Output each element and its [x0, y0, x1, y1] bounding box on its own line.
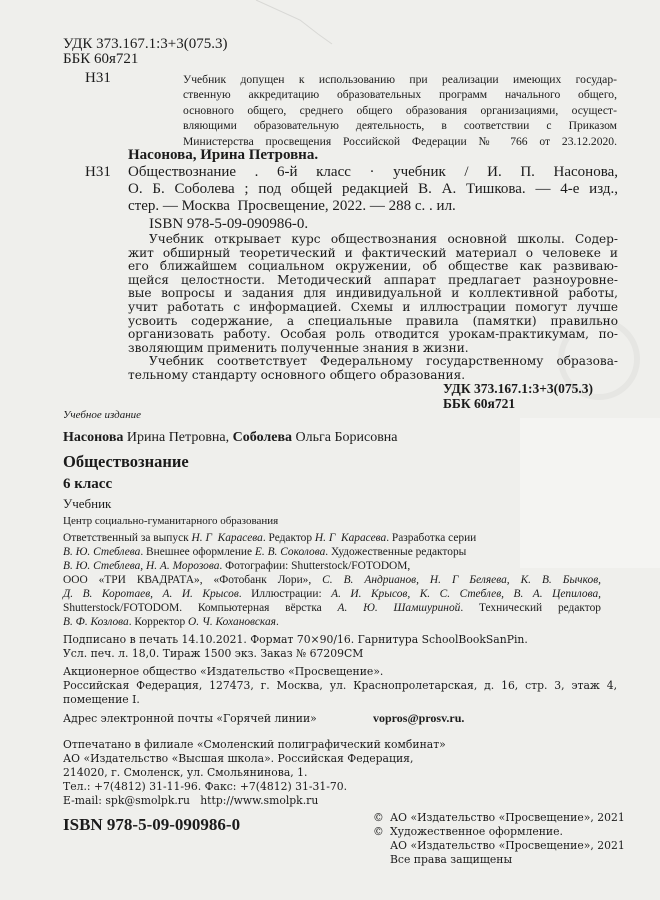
bib-line: О. Б. Соболева ; под общей редакцией В. А. Тишкова. — 4-е изд.,: [128, 181, 618, 197]
annotation-line: организовать работу. Особая роль отводится урокам-практикумам, по-: [128, 327, 618, 342]
hotline-label: Адрес электронной почты «Горячей линии»: [63, 712, 317, 725]
classification-footer: [443, 381, 593, 411]
annotation-line: тельному стандарту основного общего образования.: [128, 367, 466, 382]
approval-line: Учебник допущен к использованию при реализации имеющих государ-: [183, 73, 617, 86]
udk-code: УДК 373.167.1:3+3(075.3): [443, 381, 594, 396]
credits-line: [63, 587, 601, 601]
credit-text: Shutterstock/FOTODOM. Компьютерная вёрстка: [63, 602, 338, 614]
annotation-line: щейся целостности. Методический аппарат предлагает разноуровне-: [128, 272, 618, 287]
printer-email: E-mail: spk@smolpk.ru: [63, 794, 190, 807]
copyright-text: Все права защищены: [390, 853, 513, 866]
credit-text: Ответственный за выпуск: [63, 532, 192, 544]
classification-codes: [63, 37, 227, 67]
copyright-line: [373, 839, 625, 853]
credit-text: . Художественные редакторы: [325, 546, 467, 558]
annotation-line: его ближайшем социальном окружении, об обществе как развиваю-: [128, 259, 618, 274]
print-info-line: Подписано в печать 14.10.2021. Формат 70×90/16. Гарнитура SchoolBookSanPin.: [63, 633, 528, 646]
approval-line: вляющими образовательную деятельность, в соответствии с Приказом: [183, 119, 617, 133]
approval-line: ственную аккредитацию образовательных программ начального общего,: [183, 88, 617, 102]
bib-description: [128, 164, 618, 215]
publisher-line: помещение I.: [63, 693, 140, 706]
author-given-name: Ирина Петровна,: [123, 430, 233, 445]
credit-name: О. Ч. Кохановская: [188, 616, 276, 628]
credit-text: . Разработка серии: [386, 532, 477, 544]
print-info: [63, 633, 617, 661]
publisher-line: Российская Федерация, 127473, г. Москва, ул. Краснопролетарская, д. 16, стр. 3, этаж 4,: [63, 679, 617, 692]
annotation-line: жит обширный теоретический и фактический материал о человеке и: [128, 245, 618, 260]
bbk-code: ББК 60я721: [63, 51, 139, 67]
publisher-info: [63, 665, 617, 707]
bbk-code: ББК 60я721: [443, 396, 516, 411]
credit-name: Н. Г Карасева: [191, 532, 263, 544]
credit-name: В. Ф. Козлова: [63, 616, 129, 628]
annotation-line: учит работать с информацией. Схемы и иллюстрации помогут лучше: [128, 299, 618, 314]
udk-code: УДК 373.167.1:3+3(075.3): [63, 36, 228, 52]
credit-text: . Иллюстрации:: [238, 588, 332, 600]
bib-isbn: ISBN 978-5-09-090986-0.: [149, 216, 309, 232]
printer-url: http://www.smolpk.ru: [200, 794, 319, 807]
approval-note: [183, 72, 617, 149]
isbn: ISBN 978-5-09-090986-0: [63, 815, 241, 834]
credit-text: ООО «ТРИ КВАДРАТА», «Фотобанк Лори»,: [63, 574, 323, 586]
bib-line: Обществознание . 6-й класс · учебник / И. П. Насонова,: [128, 164, 618, 180]
annotation-line: Учебник открывает курс обществознания основной школы. Содер-: [149, 232, 618, 246]
credit-text: . Редактор: [262, 532, 315, 544]
copyright-text: Художественное оформление.: [390, 825, 563, 838]
copyright-text: АО «Издательство «Просвещение», 2021: [390, 839, 625, 852]
credits-line: [63, 601, 601, 615]
copyright-text: АО «Издательство «Просвещение», 2021: [390, 811, 625, 824]
book-grade: 6 класс: [63, 476, 113, 492]
credit-name: А. Ю. Шамшуриной: [337, 602, 461, 614]
credit-name: В. Ю. Стеблева: [63, 546, 141, 558]
copyright-icon: ©: [373, 811, 384, 824]
bib-author-heading: Насонова, Ирина Петровна.: [128, 147, 319, 163]
publisher-line: Акционерное общество «Издательство «Просвещение».: [63, 665, 384, 678]
credits-line: [63, 573, 601, 587]
annotation-line: вые вопросы и задания для индивидуальной и коллективной работы,: [128, 286, 618, 301]
printer-line: 214020, г. Смоленск, ул. Смольянинова, 1.: [63, 766, 308, 779]
credit-text: . Фотографии: Shutterstock/FOTODOM,: [219, 560, 411, 572]
book-type: Учебник: [63, 496, 112, 511]
bib-author-mark: Н31: [85, 164, 111, 180]
printer-line: Отпечатано в филиале «Смоленский полиграфический комбинат»: [63, 738, 446, 751]
credits-line: [63, 615, 601, 629]
hotline-email: vopros@prosv.ru.: [373, 711, 465, 725]
credits-line: [63, 559, 601, 573]
printer-info: [63, 738, 483, 808]
copyright-line: [373, 853, 625, 867]
editorial-center: Центр социально-гуманитарного образования: [63, 515, 279, 527]
copyright-block: [373, 811, 625, 867]
credits-line: [63, 545, 601, 559]
author-surname: Соболева: [232, 430, 293, 445]
annotation: [128, 233, 618, 383]
copyright-icon: ©: [373, 825, 384, 838]
credits-line: [63, 531, 601, 545]
printer-line: Тел.: +7(4812) 31-11-96. Факс: +7(4812) 31-31-70.: [63, 780, 348, 793]
bib-line: стер. — Москва Просвещение, 2022. — 288 с. . ил.: [128, 198, 456, 214]
author-mark: Н31: [85, 70, 111, 86]
printer-line: АО «Издательство «Высшая школа». Российская Федерация,: [63, 752, 414, 765]
authors-line: [63, 430, 398, 446]
annotation-line: Учебник соответствует Федеральному государственному образова-: [149, 354, 618, 369]
credit-name: А. И. Крысов, К. С. Стеблев, В. А. Цепилова,: [331, 588, 601, 600]
edition-type: Учебное издание: [63, 409, 142, 421]
credit-name: Д. В. Коротаев, А. И. Крысов: [63, 588, 239, 600]
approval-line: основного общего, среднего общего образования организациями, осущест-: [183, 103, 617, 117]
printer-line: [63, 794, 483, 808]
credits: [63, 531, 601, 629]
approval-line: Министерства просвещения Российской Федерации № 766 от 23.12.2020.: [183, 134, 617, 148]
credit-text: . Корректор: [128, 616, 189, 628]
print-info-line: Усл. печ. л. 18,0. Тираж 1500 экз. Заказ № 67209СМ: [63, 647, 364, 660]
book-title: Обществознание: [63, 452, 189, 471]
author-given-name: Ольга Борисовна: [292, 430, 398, 445]
credit-text: . Технический редактор: [460, 602, 602, 614]
annotation-line: зволяющим применить полученные знания в жизни.: [128, 340, 469, 355]
author-surname: Насонова: [63, 430, 124, 445]
credit-name: С. В. Андрианов, Н. Г Беляева, К. В. Бычков,: [322, 574, 601, 586]
credit-text: .: [275, 616, 279, 628]
credit-name: В. Ю. Стеблева, Н. А. Морозова: [63, 560, 220, 572]
copyright-line: [373, 825, 625, 839]
credit-name: Е. В. Соколова: [254, 546, 326, 558]
credit-name: Н. Г Карасева: [314, 532, 387, 544]
credit-text: . Внешнее оформление: [140, 546, 255, 558]
copyright-line: [373, 811, 625, 825]
annotation-line: усвоить содержание, а специальные правила (памятки) правильно: [128, 313, 618, 328]
